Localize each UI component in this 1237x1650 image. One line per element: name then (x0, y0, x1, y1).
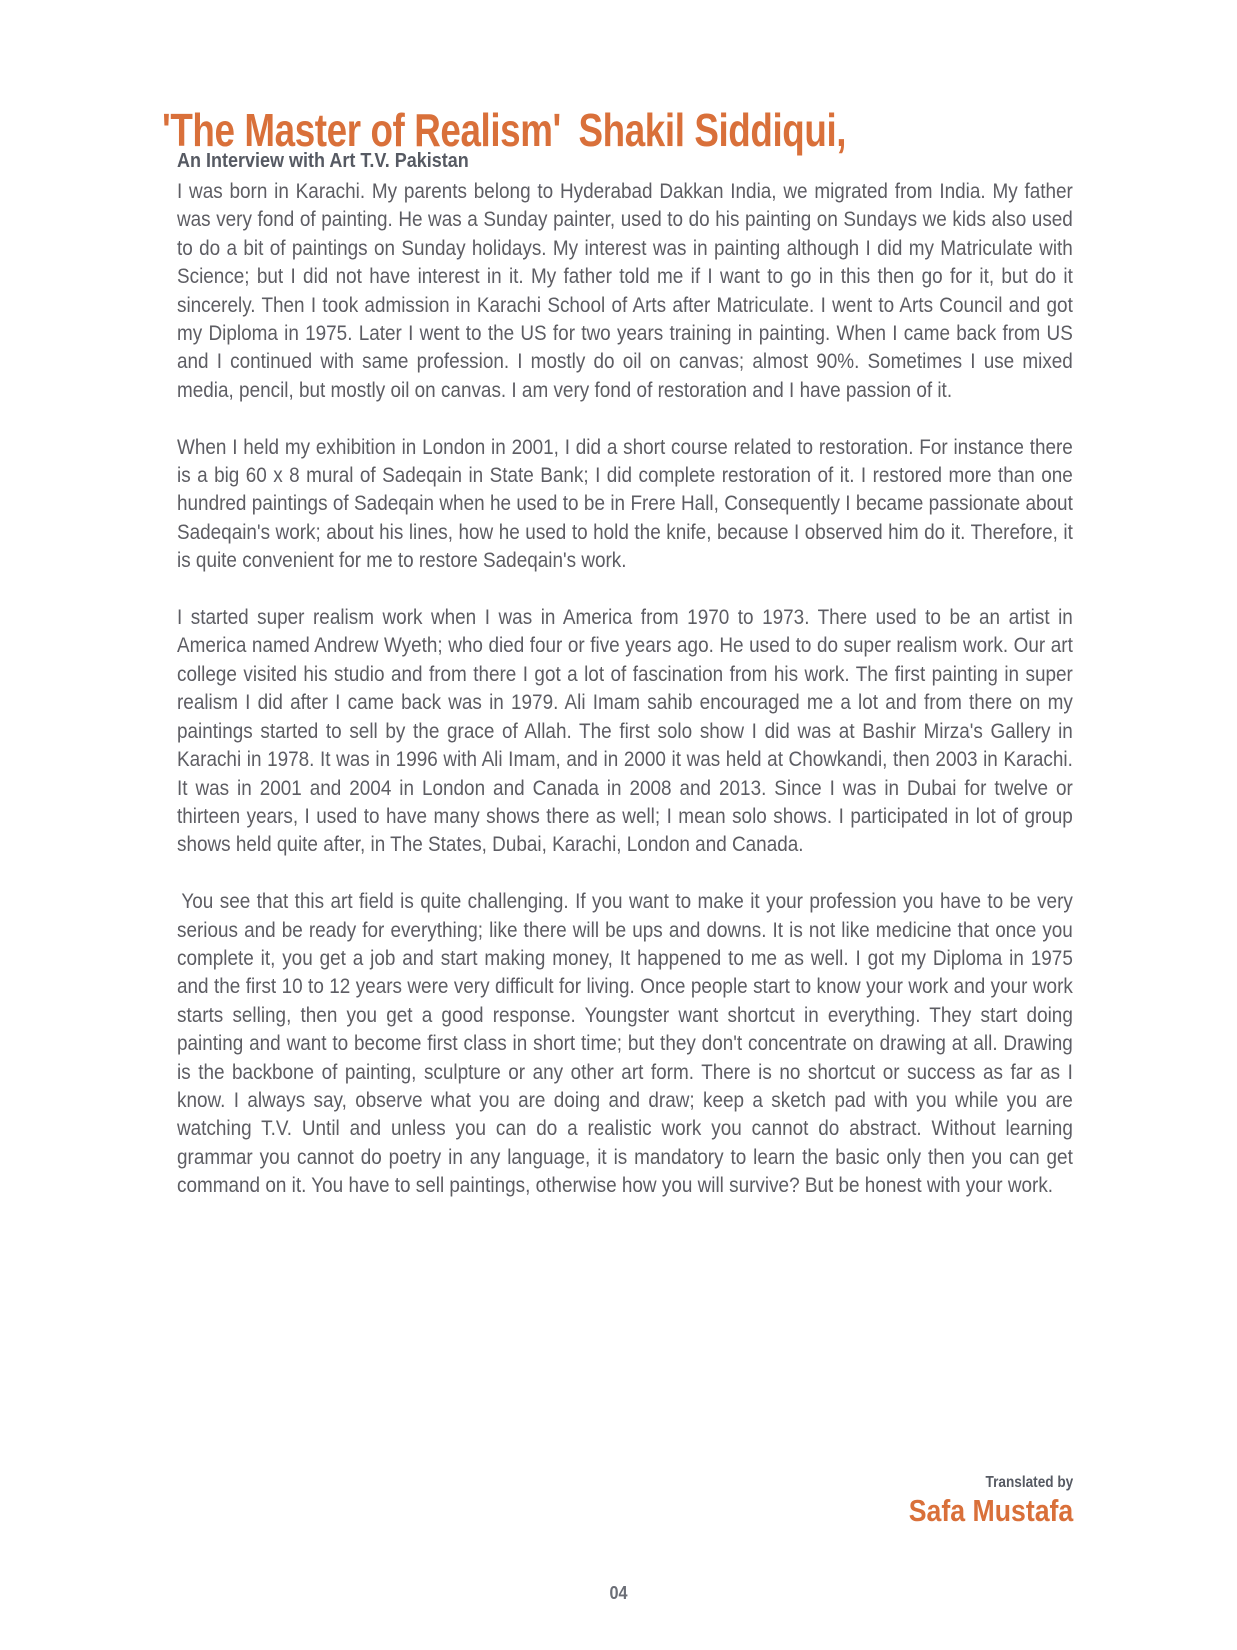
title-quote: 'The Master of Realism' (162, 104, 561, 156)
article-body-inner (177, 177, 1073, 1200)
translator-name: Safa Mustafa (908, 1493, 1073, 1528)
article-subtitle: An Interview with Art T.V. Pakistan (177, 150, 469, 172)
title-artist-name: Shakil Siddiqui, (578, 104, 847, 156)
paragraph-1: I was born in Karachi. My parents belong to Hyderabad Dakkan India, we migrated from India. My father was very fond of painting. He was a Sunday painter, used to do his painting on Sundays we kids also used to do a bit of paintings on Sunday holidays. My interest was in painting although I did my Matriculate with Science; but I did not have interest in it. My father told me if I want to go in this then go for it, but do it sincerely. Then I took admission in Karachi School of Arts after Matriculate. I went to Arts Council and got my Diploma in 1975. Later I went to the US for two years training in painting. When I came back from US and I continued with same profession. I mostly do oil on canvas; almost 90%. Sometimes I use mixed media, pencil, but mostly oil on canvas. I am very fond of restoration and I have passion of it. (177, 179, 1073, 402)
article-body (177, 177, 1073, 1228)
paragraph-3: I started super realism work when I was in America from 1970 to 1973. There used to be an artist in America named Andrew Wyeth; who died four or five years ago. He used to do super realism work. Our art college visited his studio and from there I got a lot of fascination from his work. The first painting in super realism I did after I came back was in 1979. Ali Imam sahib encouraged me a lot and from there on my paintings started to sell by the grace of Allah. The first solo show I did was at Bashir Mirza's Gallery in Karachi in 1978. It was in 1996 with Ali Imam, and in 2000 it was held at Chowkandi, then 2003 in Karachi. It was in 2001 and 2004 in London and Canada in 2008 and 2013. Since I was in Dubai for twelve or thirteen years, I used to have many shows there as well; I mean solo shows. I participated in lot of group shows held quite after, in The States, Dubai, Karachi, London and Canada. (177, 605, 1073, 857)
paragraph-2: When I held my exhibition in London in 2001, I did a short course related to restoration. For instance there is a big 60 x 8 mural of Sadeqain in State Bank; I did complete restoration of it. I restored more than one hundred paintings of Sadeqain when he used to be in Frere Hall, Consequently I became passionate about Sadeqain's work; about his lines, how he used to hold the knife, because I observed him do it. Therefore, it is quite convenient for me to restore Sadeqain's work. (177, 434, 1073, 573)
translator-credit (882, 1474, 1073, 1528)
page-number: 04 (609, 1583, 628, 1603)
credit-label: Translated by (985, 1474, 1073, 1491)
article-title (162, 106, 846, 154)
paragraph-4: You see that this art field is quite challenging. If you want to make it your profession you have to be very serious and be ready for everything; like there will be ups and downs. It is not like medicine that once you complete it, you get a job and start making money, It happened to me as well. I got my Diploma in 1975 and the first 10 to 12 years were very difficult for living. Once people start to know your work and your work starts selling, then you get a good response. Youngster want shortcut in everything. They start doing painting and want to become first class in short time; but they don't concentrate on drawing at all. Drawing is the backbone of painting, sculpture or any other art form. There is no shortcut or success as far as I know. I always say, observe what you are doing and draw; keep a sketch pad with you while you are watching T.V. Until and unless you can do a realistic work you cannot do abstract. Without learning grammar you cannot do poetry in any language, it is mandatory to learn the basic only then you can get command on it. You have to sell paintings, otherwise how you will survive? But be honest with your work. (177, 889, 1073, 1198)
